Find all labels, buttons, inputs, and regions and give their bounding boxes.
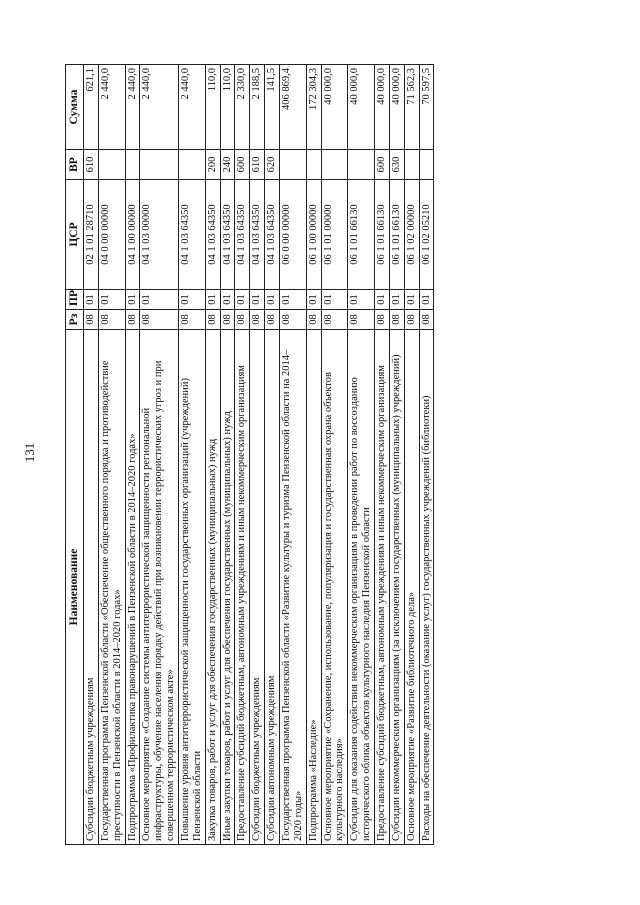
cell-csr: 04 1 03 64350 — [220, 180, 235, 290]
cell-name: Субсидии бюджетным учреждениям — [83, 330, 98, 845]
cell-csr: 04 1 03 64350 — [265, 180, 280, 290]
cell-vr — [419, 150, 434, 180]
table-row — [125, 65, 140, 845]
cell-rz: 08 — [389, 310, 404, 330]
cell-vr: 200 — [205, 150, 220, 180]
table-row — [140, 65, 179, 845]
cell-rz: 08 — [83, 310, 98, 330]
cell-vr — [98, 150, 125, 180]
cell-sum: 40 000,0 — [375, 65, 390, 150]
table-row — [98, 65, 125, 845]
cell-vr — [179, 150, 206, 180]
cell-name: Подпрограмма «Профилактика правонарушений в Пензенской области в 2014–2020 годах» — [125, 330, 140, 845]
header-vr: ВР — [66, 150, 84, 180]
cell-csr: 06 1 00 00000 — [306, 180, 321, 290]
table-header-row — [66, 65, 84, 845]
cell-sum: 110,0 — [205, 65, 220, 150]
cell-pr: 01 — [321, 290, 348, 310]
cell-name: Основное мероприятие «Развитие библиотечного дела» — [404, 330, 419, 845]
cell-rz: 08 — [306, 310, 321, 330]
table-row — [265, 65, 280, 845]
cell-name: Закупка товаров, работ и услуг для обеспечения государственных (муниципальных) нужд — [205, 330, 220, 845]
cell-csr: 06 1 02 00000 — [404, 180, 419, 290]
cell-vr — [125, 150, 140, 180]
cell-name: Предоставление субсидий бюджетным, автономным учреждениям и иным некоммерческим организациям — [375, 330, 390, 845]
cell-vr — [140, 150, 179, 180]
table-row — [375, 65, 390, 845]
cell-vr — [306, 150, 321, 180]
cell-sum: 71 562,3 — [404, 65, 419, 150]
cell-sum: 621,1 — [83, 65, 98, 150]
header-name: Наименование — [66, 330, 84, 845]
cell-sum: 2 440,0 — [98, 65, 125, 150]
table-row — [220, 65, 235, 845]
cell-vr: 240 — [220, 150, 235, 180]
cell-pr: 01 — [140, 290, 179, 310]
cell-name: Основное мероприятие «Создание системы антитеррористической защищенности региональной инфраструктуры, обучение населения порядку действий при возникновении террористических угроз и при совершенном террористическом акте» — [140, 330, 179, 845]
cell-vr: 620 — [265, 150, 280, 180]
table-row — [389, 65, 404, 845]
table-row — [419, 65, 434, 845]
cell-vr: 610 — [250, 150, 265, 180]
cell-csr: 06 1 01 66130 — [389, 180, 404, 290]
cell-pr: 01 — [375, 290, 390, 310]
cell-sum: 2 188,5 — [250, 65, 265, 150]
cell-rz: 08 — [179, 310, 206, 330]
cell-sum: 40 000,0 — [389, 65, 404, 150]
cell-vr — [348, 150, 375, 180]
cell-rz: 08 — [321, 310, 348, 330]
header-rz: Рз — [66, 310, 84, 330]
cell-sum: 2 440,0 — [125, 65, 140, 150]
cell-csr: 04 1 03 64350 — [179, 180, 206, 290]
cell-pr: 01 — [404, 290, 419, 310]
cell-csr: 04 1 03 64350 — [250, 180, 265, 290]
cell-pr: 01 — [179, 290, 206, 310]
cell-rz: 08 — [265, 310, 280, 330]
cell-name: Подпрограмма «Наследие» — [306, 330, 321, 845]
cell-name: Иные закупки товаров, работ и услуг для обеспечения государственных (муниципальных) нужд — [220, 330, 235, 845]
cell-pr: 01 — [98, 290, 125, 310]
cell-csr: 06 1 02 05210 — [419, 180, 434, 290]
cell-pr: 01 — [235, 290, 250, 310]
table-row — [83, 65, 98, 845]
cell-rz: 08 — [220, 310, 235, 330]
table-row — [280, 65, 307, 845]
cell-sum: 2 440,0 — [140, 65, 179, 150]
cell-name: Субсидии бюджетным учреждениям — [250, 330, 265, 845]
cell-sum: 406 869,4 — [280, 65, 307, 150]
cell-rz: 08 — [205, 310, 220, 330]
cell-pr: 01 — [205, 290, 220, 310]
table-row — [205, 65, 220, 845]
cell-name: Субсидии некоммерческим организациям (за исключением государственных (муниципальных) учреждений) — [389, 330, 404, 845]
cell-csr: 06 0 00 00000 — [280, 180, 307, 290]
header-pr: ПР — [66, 290, 84, 310]
cell-pr: 01 — [419, 290, 434, 310]
cell-sum: 2 440,0 — [179, 65, 206, 150]
cell-rz: 08 — [140, 310, 179, 330]
cell-pr: 01 — [125, 290, 140, 310]
page-number: 131 — [22, 442, 37, 463]
cell-vr — [280, 150, 307, 180]
cell-csr: 04 1 00 00000 — [125, 180, 140, 290]
cell-name: Расходы на обеспечение деятельности (оказание услуг) государственных учреждений (библиотеки) — [419, 330, 434, 845]
table-row — [306, 65, 321, 845]
cell-csr: 06 1 01 66130 — [348, 180, 375, 290]
cell-pr: 01 — [83, 290, 98, 310]
cell-vr — [321, 150, 348, 180]
cell-csr: 04 0 00 00000 — [98, 180, 125, 290]
cell-name: Повышение уровня антитеррористической защищенности государственных организаций (учреждений) Пензенской области — [179, 330, 206, 845]
cell-sum: 172 304,3 — [306, 65, 321, 150]
cell-csr: 04 1 03 64350 — [235, 180, 250, 290]
cell-name: Государственная программа Пензенской области «Развитие культуры и туризма Пензенской области на 2014–2020 годы» — [280, 330, 307, 845]
cell-sum: 2 330,0 — [235, 65, 250, 150]
cell-pr: 01 — [348, 290, 375, 310]
cell-rz: 08 — [98, 310, 125, 330]
cell-name: Субсидии автономным учреждениям — [265, 330, 280, 845]
cell-sum: 40 000,0 — [321, 65, 348, 150]
table-row — [321, 65, 348, 845]
cell-name: Субсидии для оказания содействия некоммерческим организациям в проведении работ по воссозданию исторического облика объектов культурного наследия Пензенской области — [348, 330, 375, 845]
table-row — [404, 65, 419, 845]
cell-rz: 08 — [235, 310, 250, 330]
cell-rz: 08 — [125, 310, 140, 330]
table-row — [348, 65, 375, 845]
header-sum: Сумма — [66, 65, 84, 150]
table-row — [179, 65, 206, 845]
cell-pr: 01 — [306, 290, 321, 310]
cell-csr: 04 1 03 64350 — [205, 180, 220, 290]
cell-csr: 06 1 01 00000 — [321, 180, 348, 290]
budget-table — [65, 64, 434, 845]
cell-csr: 06 1 01 66130 — [375, 180, 390, 290]
cell-rz: 08 — [348, 310, 375, 330]
cell-sum: 141,5 — [265, 65, 280, 150]
cell-vr: 630 — [389, 150, 404, 180]
cell-sum: 40 000,0 — [348, 65, 375, 150]
cell-rz: 08 — [280, 310, 307, 330]
cell-csr: 04 1 03 00000 — [140, 180, 179, 290]
header-csr: ЦСР — [66, 180, 84, 290]
cell-pr: 01 — [265, 290, 280, 310]
cell-sum: 110,0 — [220, 65, 235, 150]
cell-vr: 600 — [235, 150, 250, 180]
cell-rz: 08 — [419, 310, 434, 330]
cell-name: Государственная программа Пензенской области «Обеспечение общественного порядка и противодействие преступности в Пензенской области в 2014–2020 годах» — [98, 330, 125, 845]
cell-rz: 08 — [375, 310, 390, 330]
cell-sum: 70 597,5 — [419, 65, 434, 150]
cell-pr: 01 — [220, 290, 235, 310]
cell-csr: 02 1 01 28710 — [83, 180, 98, 290]
cell-rz: 08 — [250, 310, 265, 330]
table-row — [250, 65, 265, 845]
cell-name: Предоставление субсидий бюджетным, автономным учреждениям и иным некоммерческим организациям — [235, 330, 250, 845]
table-row — [235, 65, 250, 845]
cell-rz: 08 — [404, 310, 419, 330]
cell-pr: 01 — [250, 290, 265, 310]
cell-vr: 610 — [83, 150, 98, 180]
cell-pr: 01 — [389, 290, 404, 310]
cell-pr: 01 — [280, 290, 307, 310]
cell-vr: 600 — [375, 150, 390, 180]
cell-name: Основное мероприятие «Сохранение, использование, популяризация и государственная охрана объектов культурного наследия» — [321, 330, 348, 845]
cell-vr — [404, 150, 419, 180]
